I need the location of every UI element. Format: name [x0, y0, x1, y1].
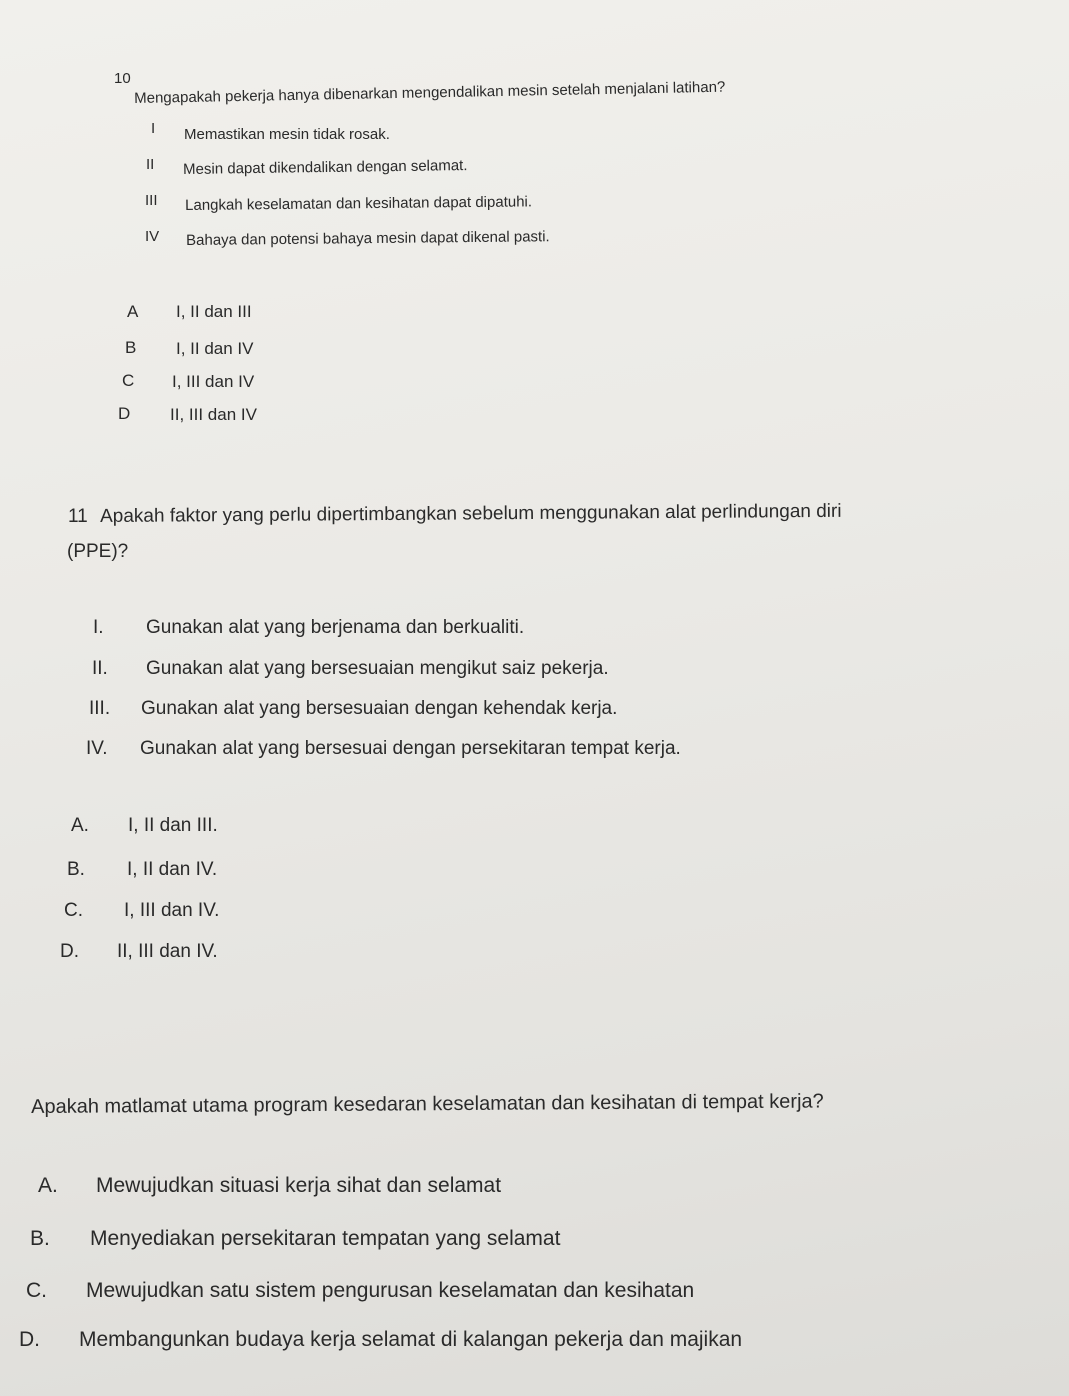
option-letter[interactable]: B — [125, 338, 137, 357]
statement-numeral: IV — [145, 228, 160, 245]
statement-numeral: I — [151, 120, 156, 137]
option-letter[interactable]: D — [118, 404, 131, 423]
option-text[interactable]: Mewujudkan situasi kerja sihat dan selamat — [96, 1174, 502, 1197]
option-letter[interactable]: A. — [71, 815, 89, 836]
option-text[interactable]: I, II dan III. — [128, 815, 218, 836]
option-text[interactable]: I, II dan IV. — [127, 859, 218, 880]
question-text-continued: (PPE)? — [67, 541, 129, 562]
option-letter[interactable]: D. — [19, 1328, 40, 1351]
statement-numeral: II — [146, 156, 155, 173]
option-text[interactable]: I, III dan IV — [172, 372, 255, 391]
option-text[interactable]: Membangunkan budaya kerja selamat di kalangan pekerja dan majikan — [79, 1328, 743, 1351]
option-text[interactable]: I, III dan IV. — [124, 900, 220, 921]
statement-text: Langkah keselamatan dan kesihatan dapat dipatuhi. — [185, 193, 533, 214]
option-letter[interactable]: C. — [26, 1279, 47, 1302]
option-letter[interactable]: B. — [67, 859, 85, 880]
statement-text: Gunakan alat yang bersesuai dengan persekitaran tempat kerja. — [140, 738, 681, 759]
question-text: Mengapakah pekerja hanya dibenarkan mengendalikan mesin setelah menjalani latihan? — [134, 78, 726, 107]
statement-text: Memastikan mesin tidak rosak. — [184, 126, 390, 143]
option-letter[interactable]: C — [122, 371, 135, 390]
option-text[interactable]: II, III dan IV — [170, 405, 257, 424]
statement-numeral: II. — [92, 658, 108, 679]
statement-numeral: III. — [89, 698, 111, 719]
option-letter[interactable]: C. — [64, 900, 83, 921]
option-letter[interactable]: A. — [38, 1174, 58, 1197]
option-text[interactable]: I, II dan IV — [176, 339, 254, 358]
statement-text: Gunakan alat yang berjenama dan berkualiti. — [146, 617, 525, 638]
statement-text: Gunakan alat yang bersesuaian mengikut saiz pekerja. — [146, 658, 609, 679]
option-letter[interactable]: B. — [30, 1227, 50, 1250]
question-text: Apakah matlamat utama program kesedaran keselamatan dan kesihatan di tempat kerja? — [31, 1090, 824, 1118]
question-number: 10 — [114, 70, 131, 87]
option-text[interactable]: Menyediakan persekitaran tempatan yang selamat — [90, 1227, 561, 1250]
option-text[interactable]: Mewujudkan satu sistem pengurusan keselamatan dan kesihatan — [86, 1279, 695, 1302]
statement-text: Mesin dapat dikendalikan dengan selamat. — [183, 157, 468, 178]
option-letter[interactable]: D. — [60, 941, 79, 962]
statement-numeral: III — [145, 192, 158, 209]
statement-text: Bahaya dan potensi bahaya mesin dapat dikenal pasti. — [186, 228, 550, 249]
option-text[interactable]: I, II dan III — [176, 302, 252, 321]
question-number: 11 — [68, 506, 88, 527]
option-text[interactable]: II, III dan IV. — [117, 941, 218, 962]
option-letter[interactable]: A — [127, 302, 139, 321]
statement-numeral: I. — [93, 617, 104, 638]
question-text: Apakah faktor yang perlu dipertimbangkan sebelum menggunakan alat perlindungan diri — [100, 500, 842, 527]
statement-numeral: IV. — [86, 738, 108, 759]
statement-text: Gunakan alat yang bersesuaian dengan kehendak kerja. — [141, 698, 618, 719]
